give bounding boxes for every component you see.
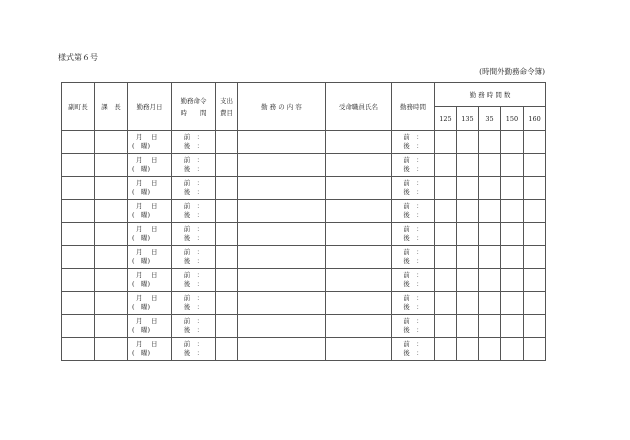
deputy-mayor-seal-cell[interactable] [62, 131, 95, 154]
work-content-cell[interactable] [238, 315, 326, 338]
rate-cell[interactable] [479, 131, 501, 154]
date-weekday: ( 曜) [132, 303, 151, 311]
expense-cell[interactable] [216, 315, 238, 338]
rate-cell[interactable] [435, 246, 457, 269]
order-am: 前 ： [183, 294, 204, 302]
section-chief-seal-cell[interactable] [95, 223, 128, 246]
header-order-hours-top: 勤務命令 [180, 96, 207, 105]
header-rate: 150 [501, 107, 524, 131]
rate-cell[interactable] [457, 338, 479, 361]
header-expense-bottom: 費目 [220, 108, 233, 117]
header-rate: 135 [457, 107, 479, 131]
rate-cell[interactable] [524, 292, 546, 315]
rate-cell[interactable] [479, 200, 501, 223]
rate-cell[interactable] [435, 223, 457, 246]
header-rate: 160 [524, 107, 546, 131]
order-pm: 後 ： [183, 257, 204, 265]
date-month-day: 月 日 [136, 179, 159, 187]
rate-cell[interactable] [524, 131, 546, 154]
work-pm: 後 ： [403, 234, 423, 242]
work-pm: 後 ： [403, 211, 423, 219]
date-month-day: 月 日 [136, 294, 159, 302]
table-row [62, 292, 546, 315]
expense-cell[interactable] [216, 292, 238, 315]
recipient-name-cell[interactable] [326, 223, 392, 246]
rate-cell[interactable] [457, 131, 479, 154]
header-work-content: 勤 務 の 内 容 [238, 83, 326, 131]
work-content-cell[interactable] [238, 154, 326, 177]
rate-cell[interactable] [501, 154, 524, 177]
date-weekday: ( 曜) [132, 142, 151, 150]
date-month-day: 月 日 [136, 225, 159, 233]
order-pm: 後 ： [183, 211, 204, 219]
rate-cell[interactable] [524, 154, 546, 177]
expense-cell[interactable] [216, 154, 238, 177]
rate-cell[interactable] [457, 177, 479, 200]
work-pm: 後 ： [403, 349, 423, 357]
work-hours-cell[interactable] [392, 246, 435, 269]
deputy-mayor-seal-cell[interactable] [62, 154, 95, 177]
rate-cell[interactable] [457, 223, 479, 246]
work-hours-cell[interactable] [392, 131, 435, 154]
order-am: 前 ： [183, 317, 204, 325]
work-date-cell[interactable] [128, 154, 172, 177]
header-expense [216, 83, 238, 131]
rate-cell[interactable] [479, 269, 501, 292]
table-body [62, 131, 546, 361]
work-date-cell[interactable] [128, 315, 172, 338]
work-date-cell[interactable] [128, 131, 172, 154]
rate-cell[interactable] [435, 269, 457, 292]
header-section-chief: 課 長 [95, 83, 128, 131]
deputy-mayor-seal-cell[interactable] [62, 315, 95, 338]
work-pm: 後 ： [403, 326, 423, 334]
recipient-name-cell[interactable] [326, 315, 392, 338]
order-am: 前 ： [183, 156, 204, 164]
recipient-name-cell[interactable] [326, 269, 392, 292]
deputy-mayor-seal-cell[interactable] [62, 177, 95, 200]
table-row [62, 246, 546, 269]
section-chief-seal-cell[interactable] [95, 269, 128, 292]
order-am: 前 ： [183, 133, 204, 141]
date-weekday: ( 曜) [132, 349, 151, 357]
header-rate: 125 [435, 107, 457, 131]
work-am: 前 ： [403, 271, 423, 279]
work-content-cell[interactable] [238, 338, 326, 361]
date-month-day: 月 日 [136, 133, 159, 141]
rate-cell[interactable] [501, 269, 524, 292]
table-row [62, 223, 546, 246]
work-hours-cell[interactable] [392, 338, 435, 361]
rate-cell[interactable] [457, 200, 479, 223]
order-am: 前 ： [183, 225, 204, 233]
rate-cell[interactable] [479, 338, 501, 361]
date-weekday: ( 曜) [132, 326, 151, 334]
deputy-mayor-seal-cell[interactable] [62, 269, 95, 292]
work-content-cell[interactable] [238, 177, 326, 200]
section-chief-seal-cell[interactable] [95, 131, 128, 154]
table-row [62, 315, 546, 338]
table-row [62, 200, 546, 223]
rate-cell[interactable] [435, 315, 457, 338]
rate-cell[interactable] [479, 177, 501, 200]
rate-cell[interactable] [435, 338, 457, 361]
date-month-day: 月 日 [136, 156, 159, 164]
rate-cell[interactable] [457, 154, 479, 177]
work-am: 前 ： [403, 317, 423, 325]
order-pm: 後 ： [183, 280, 204, 288]
rate-cell[interactable] [501, 177, 524, 200]
date-weekday: ( 曜) [132, 234, 151, 242]
deputy-mayor-seal-cell[interactable] [62, 246, 95, 269]
work-am: 前 ： [403, 202, 423, 210]
section-chief-seal-cell[interactable] [95, 315, 128, 338]
order-hours-cell[interactable] [172, 246, 216, 269]
rate-cell[interactable] [435, 131, 457, 154]
date-weekday: ( 曜) [132, 165, 151, 173]
order-pm: 後 ： [183, 188, 204, 196]
expense-cell[interactable] [216, 338, 238, 361]
work-am: 前 ： [403, 340, 423, 348]
register-title: (時間外勤務命令簿) [479, 67, 545, 76]
work-hours-cell[interactable] [392, 223, 435, 246]
section-chief-seal-cell[interactable] [95, 292, 128, 315]
work-pm: 後 ： [403, 303, 423, 311]
table-row [62, 177, 546, 200]
order-pm: 後 ： [183, 326, 204, 334]
recipient-name-cell[interactable] [326, 292, 392, 315]
rate-cell[interactable] [479, 223, 501, 246]
header-expense-top: 支出 [220, 96, 233, 105]
order-pm: 後 ： [183, 142, 204, 150]
rate-cell[interactable] [479, 315, 501, 338]
rate-cell[interactable] [435, 177, 457, 200]
order-am: 前 ： [183, 202, 204, 210]
rate-cell[interactable] [457, 315, 479, 338]
work-date-cell[interactable] [128, 200, 172, 223]
expense-cell[interactable] [216, 246, 238, 269]
expense-cell[interactable] [216, 269, 238, 292]
work-content-cell[interactable] [238, 269, 326, 292]
rate-cell[interactable] [457, 246, 479, 269]
rate-cell[interactable] [479, 292, 501, 315]
work-date-cell[interactable] [128, 338, 172, 361]
work-content-cell[interactable] [238, 223, 326, 246]
work-am: 前 ： [403, 179, 423, 187]
order-am: 前 ： [183, 340, 204, 348]
deputy-mayor-seal-cell[interactable] [62, 338, 95, 361]
header-work-hours: 勤務時間 [392, 83, 435, 131]
order-hours-cell[interactable] [172, 177, 216, 200]
date-month-day: 月 日 [136, 248, 159, 256]
order-am: 前 ： [183, 248, 204, 256]
section-chief-seal-cell[interactable] [95, 154, 128, 177]
section-chief-seal-cell[interactable] [95, 246, 128, 269]
work-pm: 後 ： [403, 142, 423, 150]
table-row [62, 131, 546, 154]
recipient-name-cell[interactable] [326, 246, 392, 269]
rate-cell[interactable] [524, 177, 546, 200]
order-hours-cell[interactable] [172, 269, 216, 292]
header-order-hours-bottom: 時 間 [180, 108, 207, 117]
date-weekday: ( 曜) [132, 280, 151, 288]
header-hours-count: 勤 務 時 間 数 [435, 83, 546, 107]
work-am: 前 ： [403, 248, 423, 256]
order-hours-cell[interactable] [172, 200, 216, 223]
work-am: 前 ： [403, 225, 423, 233]
date-weekday: ( 曜) [132, 188, 151, 196]
rate-cell[interactable] [501, 292, 524, 315]
work-content-cell[interactable] [238, 246, 326, 269]
recipient-name-cell[interactable] [326, 200, 392, 223]
order-pm: 後 ： [183, 303, 204, 311]
rate-cell[interactable] [435, 292, 457, 315]
rate-cell[interactable] [524, 269, 546, 292]
work-content-cell[interactable] [238, 292, 326, 315]
work-hours-cell[interactable] [392, 315, 435, 338]
work-content-cell[interactable] [238, 131, 326, 154]
section-chief-seal-cell[interactable] [95, 338, 128, 361]
table-row [62, 154, 546, 177]
date-month-day: 月 日 [136, 340, 159, 348]
order-hours-cell[interactable] [172, 131, 216, 154]
deputy-mayor-seal-cell[interactable] [62, 223, 95, 246]
table-row [62, 338, 546, 361]
order-hours-cell[interactable] [172, 315, 216, 338]
section-chief-seal-cell[interactable] [95, 200, 128, 223]
rate-cell[interactable] [524, 200, 546, 223]
rate-cell[interactable] [501, 200, 524, 223]
expense-cell[interactable] [216, 177, 238, 200]
work-date-cell[interactable] [128, 223, 172, 246]
order-pm: 後 ： [183, 234, 204, 242]
date-weekday: ( 曜) [132, 211, 151, 219]
order-hours-cell[interactable] [172, 338, 216, 361]
work-pm: 後 ： [403, 165, 423, 173]
work-date-cell[interactable] [128, 246, 172, 269]
deputy-mayor-seal-cell[interactable] [62, 200, 95, 223]
rate-cell[interactable] [501, 246, 524, 269]
work-hours-cell[interactable] [392, 269, 435, 292]
rate-cell[interactable] [524, 315, 546, 338]
order-am: 前 ： [183, 179, 204, 187]
order-am: 前 ： [183, 271, 204, 279]
form-number: 様式第６号 [58, 53, 98, 62]
deputy-mayor-seal-cell[interactable] [62, 292, 95, 315]
work-pm: 後 ： [403, 188, 423, 196]
overtime-order-table [61, 82, 546, 361]
order-hours-cell[interactable] [172, 223, 216, 246]
date-month-day: 月 日 [136, 317, 159, 325]
rate-cell[interactable] [435, 154, 457, 177]
header-work-date: 勤務月日 [128, 83, 172, 131]
rate-cell[interactable] [457, 292, 479, 315]
rate-cell[interactable] [501, 131, 524, 154]
order-pm: 後 ： [183, 349, 204, 357]
rate-cell[interactable] [524, 246, 546, 269]
work-hours-cell[interactable] [392, 154, 435, 177]
rate-cell[interactable] [479, 246, 501, 269]
order-pm: 後 ： [183, 165, 204, 173]
recipient-name-cell[interactable] [326, 154, 392, 177]
work-content-cell[interactable] [238, 200, 326, 223]
work-am: 前 ： [403, 156, 423, 164]
work-date-cell[interactable] [128, 269, 172, 292]
header-order-hours [172, 83, 216, 131]
work-am: 前 ： [403, 133, 423, 141]
header-deputy-mayor: 副町長 [62, 83, 95, 131]
work-date-cell[interactable] [128, 177, 172, 200]
work-date-cell[interactable] [128, 292, 172, 315]
recipient-name-cell[interactable] [326, 131, 392, 154]
order-hours-cell[interactable] [172, 292, 216, 315]
date-month-day: 月 日 [136, 202, 159, 210]
expense-cell[interactable] [216, 131, 238, 154]
rate-cell[interactable] [479, 154, 501, 177]
rate-cell[interactable] [501, 338, 524, 361]
work-pm: 後 ： [403, 280, 423, 288]
expense-cell[interactable] [216, 200, 238, 223]
header-recipient-name: 受命職員氏名 [326, 83, 392, 131]
section-chief-seal-cell[interactable] [95, 177, 128, 200]
work-am: 前 ： [403, 294, 423, 302]
header-rate: 35 [479, 107, 501, 131]
work-hours-cell[interactable] [392, 292, 435, 315]
rate-cell[interactable] [501, 315, 524, 338]
rate-cell[interactable] [524, 223, 546, 246]
recipient-name-cell[interactable] [326, 338, 392, 361]
recipient-name-cell[interactable] [326, 177, 392, 200]
rate-cell[interactable] [501, 223, 524, 246]
order-hours-cell[interactable] [172, 154, 216, 177]
work-hours-cell[interactable] [392, 177, 435, 200]
work-pm: 後 ： [403, 257, 423, 265]
rate-cell[interactable] [524, 338, 546, 361]
date-weekday: ( 曜) [132, 257, 151, 265]
rate-cell[interactable] [457, 269, 479, 292]
work-hours-cell[interactable] [392, 200, 435, 223]
table-row [62, 269, 546, 292]
date-month-day: 月 日 [136, 271, 159, 279]
expense-cell[interactable] [216, 223, 238, 246]
rate-cell[interactable] [435, 200, 457, 223]
